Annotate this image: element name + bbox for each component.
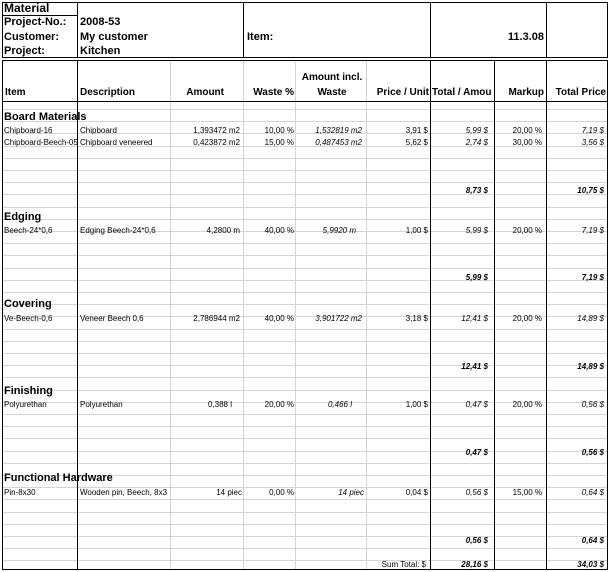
row-amount-incl: 5,9920 m: [322, 226, 356, 235]
row-amount-incl: 3,901722 m2: [315, 314, 362, 323]
row-price: 1,00 $: [405, 226, 428, 235]
row-total-price: 0,64 $: [581, 488, 604, 497]
sum-total-label: Sum Total: $: [381, 560, 426, 569]
customer-label: Customer:: [4, 31, 60, 43]
row-markup: 20,00 %: [512, 314, 542, 323]
row-total: 5,99 $: [465, 226, 488, 235]
row-waste: 15,00 %: [264, 138, 294, 147]
col-header-description: Description: [80, 87, 136, 98]
section-subtotal: 0,47 $: [465, 448, 488, 457]
col-header-amount: Amount: [186, 87, 224, 98]
project-no-label: Project-No.:: [4, 16, 67, 28]
col-header-waste: Waste %: [253, 87, 294, 98]
customer-value: My customer: [80, 31, 148, 43]
row-markup: 20,00 %: [512, 226, 542, 235]
row-price: 0,04 $: [405, 488, 428, 497]
col-header-total-amount: Total / Amou: [432, 87, 492, 98]
row-total-price: 7,19 $: [581, 126, 604, 135]
section-subtotal-price: 14,89 $: [577, 362, 604, 371]
row-item: Ve-Beech-0,6: [4, 314, 53, 323]
row-markup: 20,00 %: [512, 400, 542, 409]
row-amount: 0,423872 m2: [193, 138, 240, 147]
row-amount: 0,388 l: [207, 400, 232, 409]
row-price: 3,91 $: [405, 126, 428, 135]
col-header-item: Item: [5, 87, 26, 98]
row-waste: 40,00 %: [264, 226, 294, 235]
row-amount: 1,393472 m2: [193, 126, 240, 135]
row-total: 0,56 $: [465, 488, 488, 497]
section-title-covering: Covering: [4, 298, 52, 310]
row-markup: 20,00 %: [512, 126, 542, 135]
row-waste: 10,00 %: [264, 126, 294, 135]
row-waste: 40,00 %: [264, 314, 294, 323]
row-price: 5,62 $: [405, 138, 428, 147]
row-description: Polyurethan: [80, 400, 123, 409]
project-label: Project:: [4, 45, 45, 57]
section-subtotal: 5,99 $: [465, 273, 488, 282]
row-description: Chipboard veneered: [80, 138, 153, 147]
col-header-price-unit: Price / Unit: [376, 87, 429, 98]
col-header-amount-incl-1: Amount incl.: [301, 72, 363, 83]
sum-total: 28,16 $: [461, 560, 488, 569]
row-total: 0,47 $: [465, 400, 488, 409]
row-description: Wooden pin, Beech, 8x3: [80, 488, 168, 497]
row-total-price: 7,19 $: [581, 226, 604, 235]
section-subtotal: 0,56 $: [465, 536, 488, 545]
row-markup: 15,00 %: [512, 488, 542, 497]
row-waste: 20,00 %: [264, 400, 294, 409]
row-description: Veneer Beech 0,6: [80, 314, 144, 323]
row-amount-incl: 14 piec: [338, 488, 364, 497]
row-price: 3,18 $: [405, 314, 428, 323]
row-waste: 0,00 %: [269, 488, 294, 497]
section-subtotal: 12,41 $: [461, 362, 488, 371]
col-header-markup: Markup: [508, 87, 544, 98]
row-total: 5,99 $: [465, 126, 488, 135]
col-header-total-price: Total Price: [555, 87, 606, 98]
row-amount-incl: 0,466 l: [327, 400, 352, 409]
row-description: Edging Beech-24*0,6: [80, 226, 156, 235]
row-amount: 2,786944 m2: [193, 314, 240, 323]
section-subtotal: 8,73 $: [465, 186, 488, 195]
row-item: Beech-24*0,6: [4, 226, 53, 235]
row-price: 1,00 $: [405, 400, 428, 409]
section-title-edging: Edging: [4, 211, 42, 223]
section-subtotal-price: 7,19 $: [581, 273, 604, 282]
row-amount-incl: 1,532819 m2: [315, 126, 362, 135]
project-no-value: 2008-53: [80, 16, 121, 28]
row-description: Chipboard: [80, 126, 117, 135]
sheet-title: Material: [4, 1, 50, 15]
row-total-price: 0,56 $: [581, 400, 604, 409]
section-subtotal-price: 0,56 $: [581, 448, 604, 457]
row-total-price: 3,56 $: [581, 138, 604, 147]
row-amount: 4,2800 m: [206, 226, 240, 235]
section-subtotal-price: 0,64 $: [581, 536, 604, 545]
section-title-hardware: Functional Hardware: [4, 472, 113, 484]
row-item: Chipboard-16: [4, 126, 53, 135]
row-total-price: 14,89 $: [577, 314, 604, 323]
project-value: Kitchen: [80, 45, 121, 57]
section-subtotal-price: 10,75 $: [577, 186, 604, 195]
row-total: 2,74 $: [465, 138, 488, 147]
row-amount-incl: 0,487453 m2: [315, 138, 362, 147]
section-title-board: Board Materials: [4, 111, 87, 123]
row-markup: 30,00 %: [512, 138, 542, 147]
section-title-finishing: Finishing: [4, 385, 53, 397]
item-label: Item:: [247, 31, 274, 43]
row-total: 12,41 $: [461, 314, 488, 323]
row-item: Polyurethan: [4, 400, 47, 409]
row-item: Pin-8x30: [4, 488, 36, 497]
sum-total-price: 34,03 $: [577, 560, 604, 569]
row-amount: 14 piec: [216, 488, 242, 497]
col-header-amount-incl-2: Waste: [317, 87, 347, 98]
row-item: Chipboard-Beech-05: [4, 138, 78, 147]
date-value: 11.3.08: [507, 31, 544, 43]
